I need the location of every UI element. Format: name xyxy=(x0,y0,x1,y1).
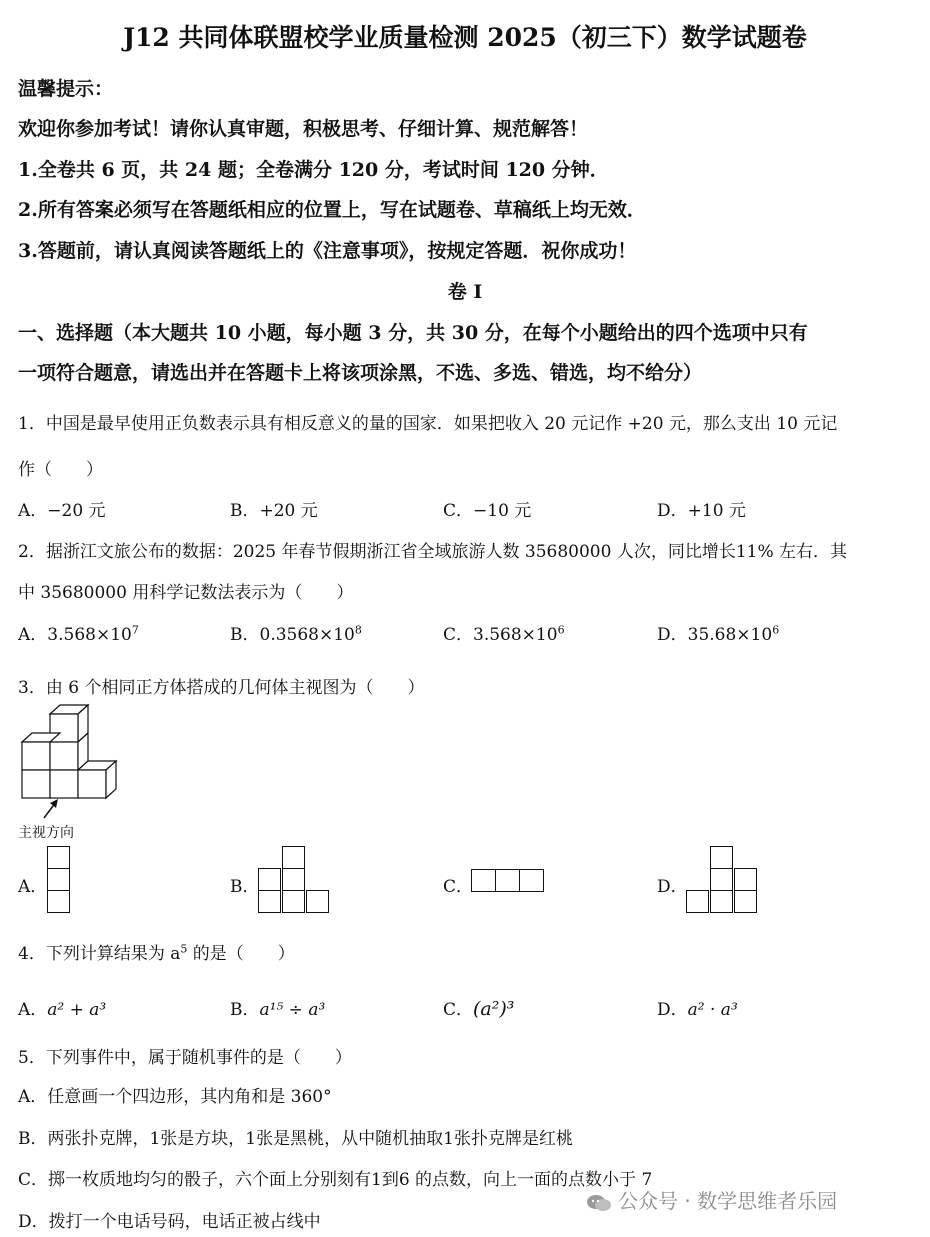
tips-welcome: 欢迎你参加考试！请你认真审题，积极思考、仔细计算、规范解答！ xyxy=(18,118,589,140)
section-heading-line2: 一项符合题意，请选出并在答题卡上将该项涂黑，不选、多选、错选，均不给分） xyxy=(18,362,703,384)
question-5-option-b: B．两张扑克牌，1张是方块，1张是黑桃，从中随机抽取1张扑克牌是红桃 xyxy=(18,1129,573,1149)
cube-stack-figure xyxy=(14,700,124,820)
question-1-option-c: C．−10 元 xyxy=(443,501,532,521)
question-2-option-d: D．$35.68\times 10^6$ xyxy=(657,623,780,645)
question-5-option-d: D．拨打一个电话号码，电话正被占线中 xyxy=(18,1212,321,1232)
tips-item-3: 3.答题前，请认真阅读答题纸上的《注意事项》，按规定答题．祝你成功！ xyxy=(18,240,637,262)
question-1-option-b: B．+20 元 xyxy=(230,501,318,521)
watermark-text: 公众号 · 数学思维者乐园 xyxy=(618,1189,838,1213)
wechat-icon xyxy=(586,1193,612,1213)
page-title: J12 共同体联盟校学业质量检测 2025（初三下）数学试题卷 xyxy=(123,23,807,52)
cube-front-face xyxy=(22,742,50,770)
question-1-stem-cont: 作（ ） xyxy=(18,460,103,480)
question-5-option-a: A．任意画一个四边形，其内角和是 360° xyxy=(18,1087,332,1107)
question-5-stem: 5．下列事件中，属于随机事件的是（ ） xyxy=(18,1048,352,1068)
question-1-option-d: D．+10 元 xyxy=(657,501,746,521)
tips-item-2: 2.所有答案必须写在答题纸相应的位置上，写在试题卷、草稿纸上均无效． xyxy=(18,199,646,221)
question-3-stem: 3．由 6 个相同正方体搭成的几何体主视图为（ ） xyxy=(18,678,425,698)
question-4-option-d: D．a² · a³ xyxy=(657,1000,738,1020)
question-4-stem: 4．下列计算结果为 $a^5$ 的是（ ） xyxy=(18,942,295,964)
view-direction-arrowhead xyxy=(50,799,58,808)
question-4-option-c: C．(a²)³ xyxy=(443,998,515,1020)
question-3-option-c: C． xyxy=(443,877,474,897)
view-direction-caption: 主视方向 xyxy=(18,825,74,841)
question-2-option-b: B．$0.3568\times 10^8$ xyxy=(230,623,362,645)
question-3-option-a: A． xyxy=(18,877,48,897)
tips-item-1: 1.全卷共 6 页，共 24 题；全卷满分 120 分，考试时间 120 分钟． xyxy=(18,159,609,181)
question-1-option-a: A．−20 元 xyxy=(18,501,106,521)
question-5-option-c: C．掷一枚质地均匀的骰子，六个面上分别刻有1到6 的点数，向上一面的点数小于 7 xyxy=(18,1170,653,1190)
question-2-stem-cont: 中 35680000 用科学记数法表示为（ ） xyxy=(18,583,354,603)
cube-front-face xyxy=(50,770,78,798)
volume-heading: 卷 I xyxy=(447,281,483,303)
tips-heading: 温馨提示： xyxy=(18,78,114,100)
question-4-option-b: B．a¹⁵ ÷ a³ xyxy=(230,1000,326,1020)
section-heading-line1: 一、选择题（本大题共 10 小题，每小题 3 分，共 30 分，在每个小题给出的四个选项中只有 xyxy=(18,322,808,344)
cube-front-face xyxy=(22,770,50,798)
question-4-option-a: A．a² + a³ xyxy=(18,1000,107,1020)
cube-front-face xyxy=(50,742,78,770)
question-2-option-a: A．$3.568\times 10^7$ xyxy=(18,623,139,645)
question-2-option-c: C．$3.568\times 10^6$ xyxy=(443,623,565,645)
question-3-option-d: D． xyxy=(657,877,688,897)
question-1-stem: 1．中国是最早使用正负数表示具有相反意义的量的国家．如果把收入 20 元记作 +20 元，那么支出 10 元记 xyxy=(18,414,838,434)
cube-front-face xyxy=(78,770,106,798)
watermark xyxy=(586,1185,837,1214)
question-3-option-b: B． xyxy=(230,877,260,897)
question-2-stem: 2．据浙江文旅公布的数据：2025 年春节假期浙江省全域旅游人数 35680000 人次，同比增长11% 左右．其 xyxy=(18,542,848,562)
